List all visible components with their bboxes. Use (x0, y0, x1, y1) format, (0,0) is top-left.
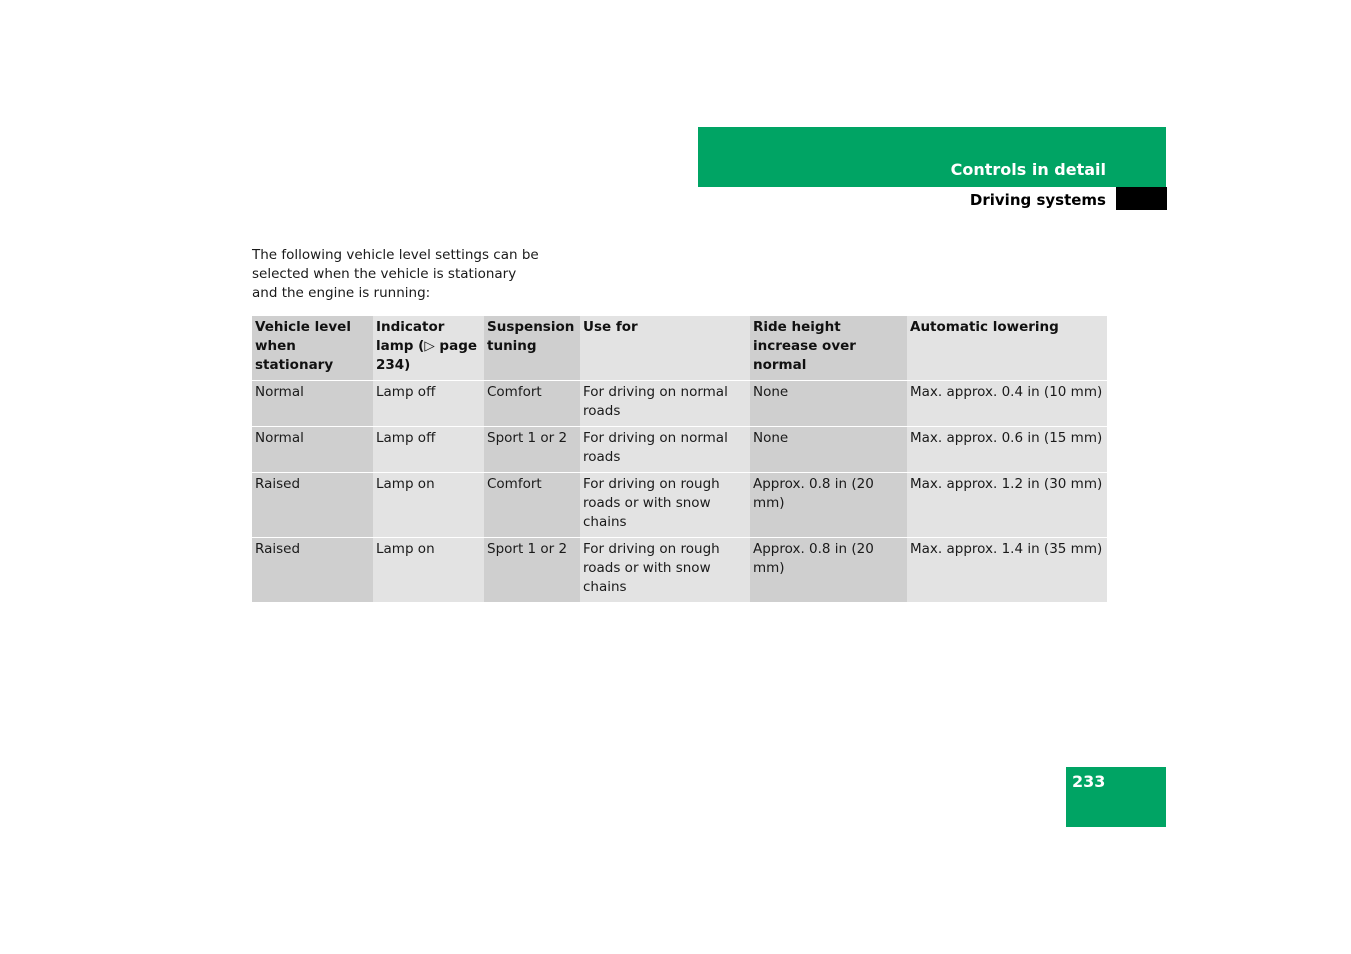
cell-ride-height: None (750, 427, 907, 473)
cell-automatic-lowering: Max. approx. 0.6 in (15 mm) (907, 427, 1107, 473)
cell-automatic-lowering: Max. approx. 1.2 in (30 mm) (907, 473, 1107, 538)
cell-indicator-lamp: Lamp on (373, 473, 484, 538)
cell-vehicle-level: Raised (252, 538, 373, 603)
page-number: 233 (1072, 772, 1106, 791)
cell-ride-height: Approx. 0.8 in (20 mm) (750, 473, 907, 538)
table-header-row (252, 316, 1107, 381)
cell-vehicle-level: Normal (252, 381, 373, 427)
cell-use-for: For driving on normal roads (580, 427, 750, 473)
section-tab-marker (1116, 187, 1167, 210)
table-row (252, 473, 1107, 538)
page-number-box (1066, 767, 1166, 827)
table-row (252, 381, 1107, 427)
cell-use-for: For driving on rough roads or with snow chains (580, 473, 750, 538)
cell-suspension-tuning: Comfort (484, 381, 580, 427)
header-indicator-lamp: Indicator lamp (▷ page 234) (373, 316, 484, 381)
table-row (252, 538, 1107, 603)
cell-suspension-tuning: Comfort (484, 473, 580, 538)
cell-vehicle-level: Raised (252, 473, 373, 538)
cell-indicator-lamp: Lamp on (373, 538, 484, 603)
vehicle-level-table (252, 316, 1107, 603)
header-ride-height: Ride height increase over normal (750, 316, 907, 381)
header-use-for: Use for (580, 316, 750, 381)
cell-suspension-tuning: Sport 1 or 2 (484, 538, 580, 603)
cell-automatic-lowering: Max. approx. 0.4 in (10 mm) (907, 381, 1107, 427)
cell-use-for: For driving on rough roads or with snow chains (580, 538, 750, 603)
cell-ride-height: None (750, 381, 907, 427)
cell-vehicle-level: Normal (252, 427, 373, 473)
header-automatic-lowering: Automatic lowering (907, 316, 1107, 381)
cell-ride-height: Approx. 0.8 in (20 mm) (750, 538, 907, 603)
table-row (252, 427, 1107, 473)
cell-suspension-tuning: Sport 1 or 2 (484, 427, 580, 473)
cell-indicator-lamp: Lamp off (373, 381, 484, 427)
cell-indicator-lamp: Lamp off (373, 427, 484, 473)
section-title: Controls in detail (950, 160, 1106, 179)
cell-use-for: For driving on normal roads (580, 381, 750, 427)
header-suspension-tuning: Suspension tuning (484, 316, 580, 381)
cell-automatic-lowering: Max. approx. 1.4 in (35 mm) (907, 538, 1107, 603)
header-vehicle-level: Vehicle level when stationary (252, 316, 373, 381)
intro-paragraph: The following vehicle level settings can be selected when the vehicle is stationary and the engine is running: (252, 247, 539, 301)
subsection-title: Driving systems (969, 191, 1106, 209)
